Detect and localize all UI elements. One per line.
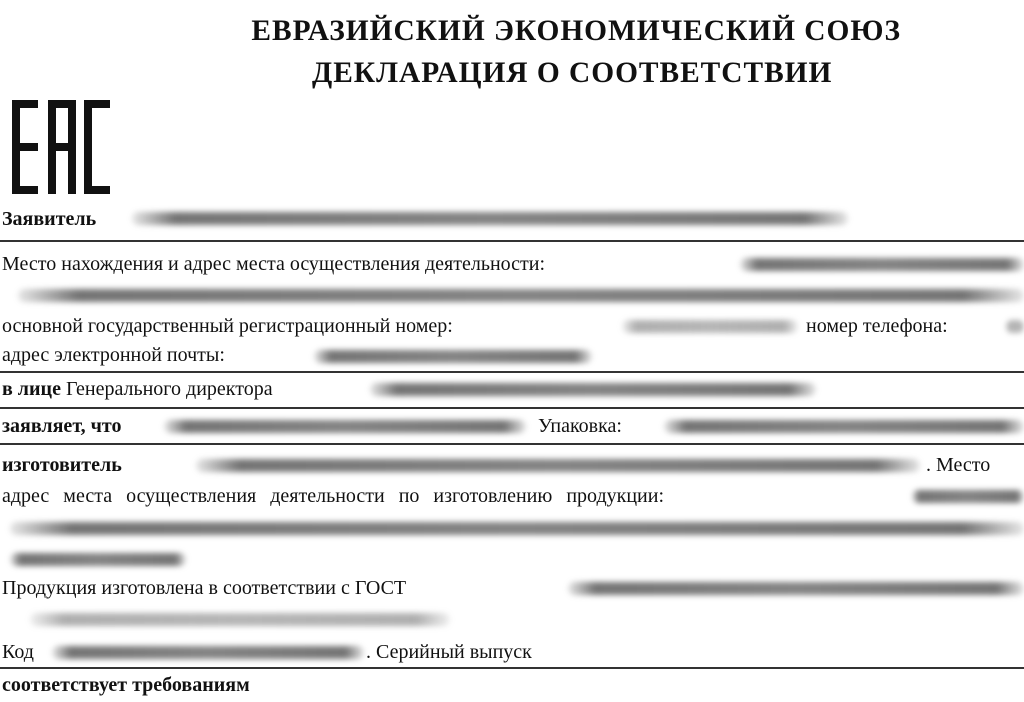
person-bold-label: в лице: [2, 378, 61, 400]
declaration-title: ДЕКЛАРАЦИЯ О СООТВЕТСТВИИ: [312, 56, 833, 89]
serial-label: . Серийный выпуск: [366, 641, 532, 663]
person-role-label: Генерального директора: [65, 378, 273, 400]
divider: [0, 407, 1024, 409]
eac-logo-graphic: [12, 100, 110, 194]
applicant-redacted: [132, 212, 848, 225]
email-redacted: [314, 350, 592, 363]
production-address-redacted-line2: [10, 522, 1024, 535]
ogrn-redacted: [622, 320, 798, 333]
location-redacted-line2: [18, 289, 1024, 302]
person-line: [2, 377, 273, 401]
divider: [0, 667, 1024, 669]
packaging-label: Упаковка:: [538, 415, 622, 437]
complies-label: соответствует требованиям: [2, 674, 250, 696]
applicant-label: Заявитель: [2, 208, 97, 230]
gost-label: Продукция изготовлена в соответствии с ГОСТ: [2, 577, 407, 599]
gost-redacted-line2: [30, 613, 450, 626]
packaging-redacted: [664, 420, 1024, 433]
director-redacted: [370, 383, 816, 396]
production-address-label: адрес места осуществления деятельности по изготовлению продукции:: [2, 485, 665, 507]
location-label: Место нахождения и адрес места осуществления деятельности:: [2, 253, 546, 275]
gost-redacted: [568, 582, 1024, 595]
production-address-redacted: [912, 490, 1024, 503]
divider: [0, 240, 1024, 242]
code-label: Код: [2, 641, 34, 663]
declares-label: заявляет, что: [2, 415, 122, 437]
location-redacted: [740, 258, 1024, 271]
code-redacted: [52, 646, 364, 659]
phone-redacted: [1006, 320, 1024, 333]
eac-mark-icon: [12, 100, 110, 194]
ogrn-label: основной государственный регистрационный номер:: [2, 315, 453, 337]
manufacturer-label: изготовитель: [2, 454, 122, 476]
production-address-redacted-line3: [10, 553, 186, 566]
product-redacted: [164, 420, 526, 433]
divider: [0, 371, 1024, 373]
phone-label: номер телефона:: [806, 315, 948, 337]
declaration-union-title: ЕВРАЗИЙСКИЙ ЭКОНОМИЧЕСКИЙ СОЮЗ: [251, 14, 901, 47]
place-label: . Место: [926, 454, 991, 476]
manufacturer-redacted: [196, 459, 920, 472]
email-label: адрес электронной почты:: [2, 344, 225, 366]
divider: [0, 443, 1024, 445]
